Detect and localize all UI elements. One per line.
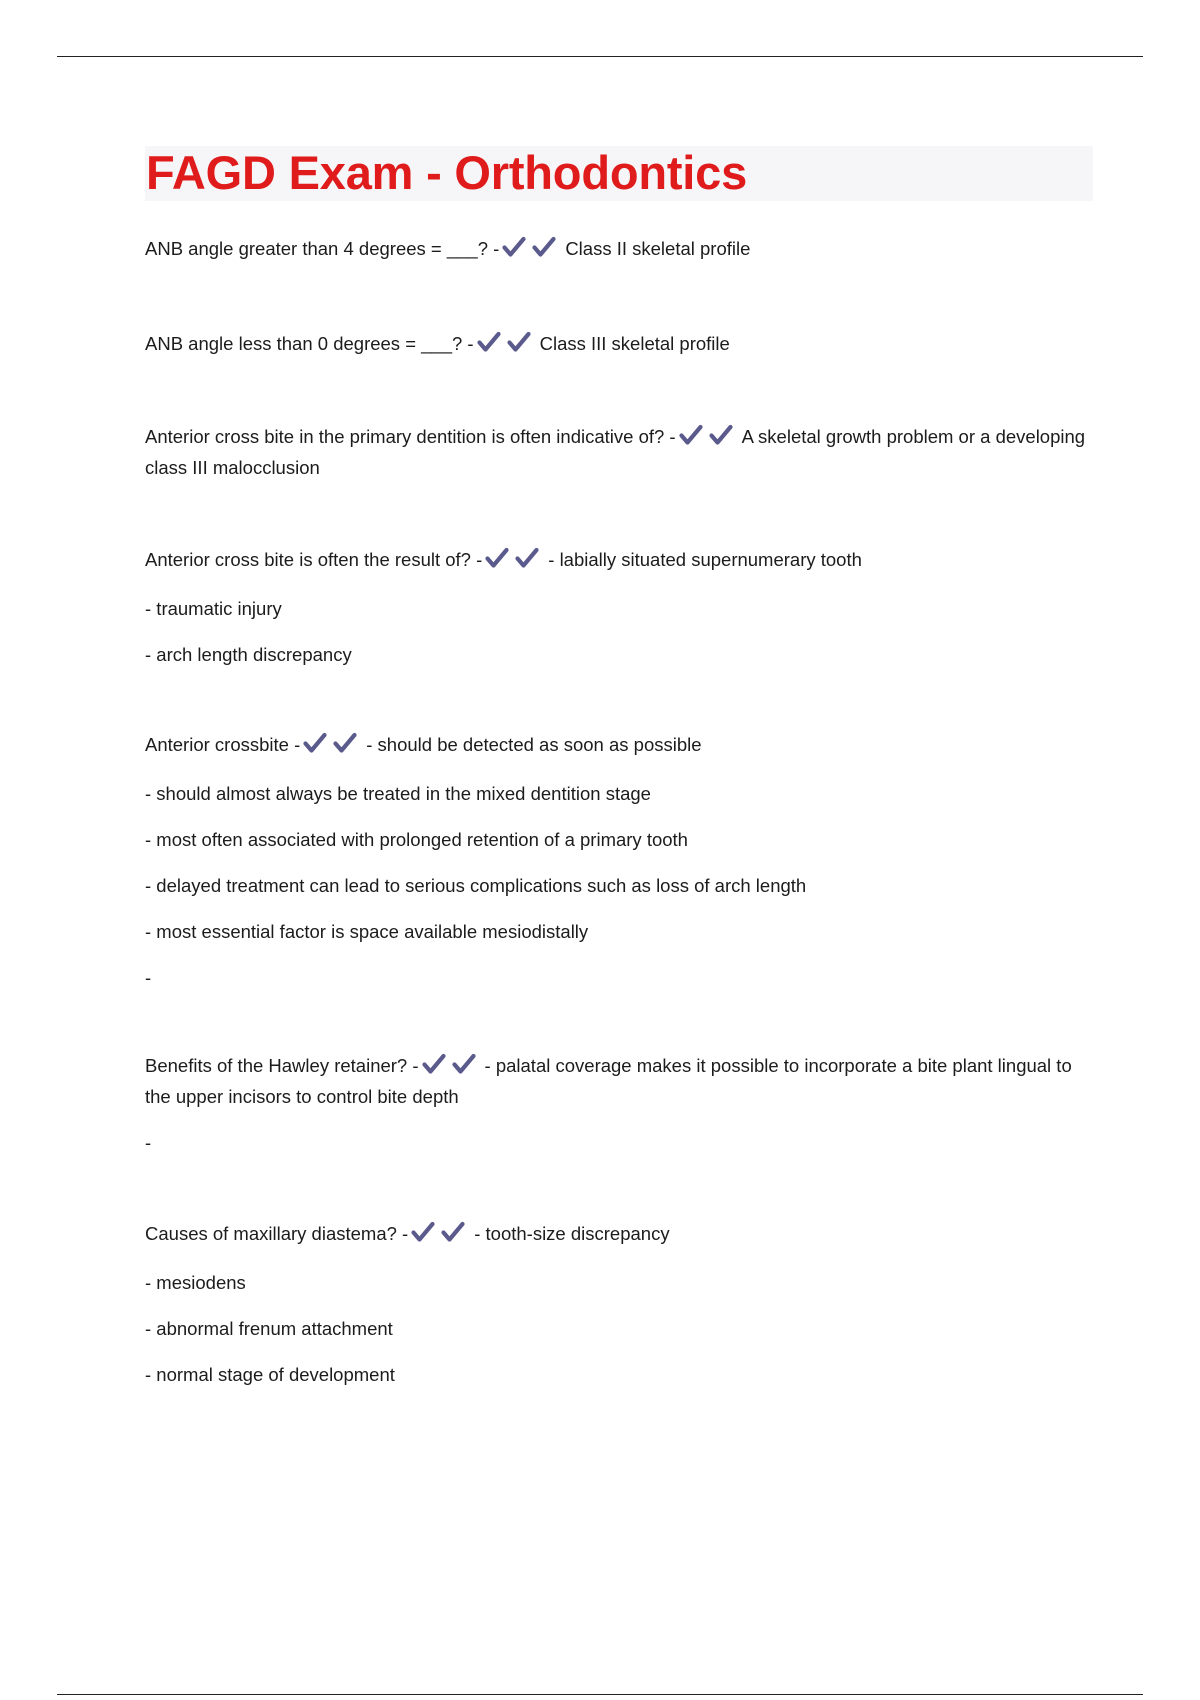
qa-item bbox=[145, 1220, 1095, 1389]
check-mark-icon bbox=[709, 424, 733, 446]
answer-checks bbox=[303, 732, 363, 762]
question-text: Causes of maxillary diastema? - bbox=[145, 1223, 409, 1244]
answer-line: - arch length discrepancy bbox=[145, 644, 352, 665]
qa-item bbox=[145, 1052, 1095, 1157]
answer-line: - traumatic injury bbox=[145, 598, 282, 619]
answer-text: Class II skeletal profile bbox=[565, 238, 751, 259]
answer-checks bbox=[485, 547, 545, 577]
check-mark-icon bbox=[485, 547, 509, 569]
question-text: Anterior cross bite in the primary dentition is often indicative of? - bbox=[145, 426, 676, 447]
check-mark-icon bbox=[679, 424, 703, 446]
answer-text: Class III skeletal profile bbox=[539, 333, 730, 354]
question-text: Benefits of the Hawley retainer? - bbox=[145, 1055, 419, 1076]
question-text: Anterior cross bite is often the result of? - bbox=[145, 549, 483, 570]
page-title: FAGD Exam - Orthodontics bbox=[146, 146, 748, 199]
check-mark-icon bbox=[502, 236, 526, 258]
qa-item bbox=[145, 423, 1095, 482]
check-mark-icon bbox=[441, 1221, 465, 1243]
answer-line: - most often associated with prolonged retention of a primary tooth bbox=[145, 829, 688, 850]
check-mark-icon bbox=[333, 732, 357, 754]
answer-line: - most essential factor is space available mesiodistally bbox=[145, 921, 589, 942]
answer-checks bbox=[422, 1053, 482, 1083]
answer-text: - tooth-size discrepancy bbox=[474, 1223, 670, 1244]
check-mark-icon bbox=[422, 1053, 446, 1075]
answer-line: - delayed treatment can lead to serious complications such as loss of arch length bbox=[145, 875, 807, 896]
answer-line: - bbox=[145, 1132, 152, 1153]
question-text: ANB angle less than 0 degrees = ___? - bbox=[145, 333, 474, 354]
qa-item bbox=[145, 330, 1095, 361]
check-mark-icon bbox=[532, 236, 556, 258]
bottom-rule bbox=[57, 1694, 1143, 1695]
question-text: Anterior crossbite - bbox=[145, 734, 301, 755]
answer-text: A skeletal growth problem or a developing class III malocclusion bbox=[145, 426, 1086, 478]
answer-checks bbox=[679, 424, 739, 454]
answer-text: - labially situated supernumerary tooth bbox=[548, 549, 862, 570]
question-line bbox=[145, 546, 1095, 577]
answer-checks bbox=[477, 331, 537, 361]
answer-line: - abnormal frenum attachment bbox=[145, 1318, 393, 1339]
check-mark-icon bbox=[303, 732, 327, 754]
check-mark-icon bbox=[507, 331, 531, 353]
question-line bbox=[145, 1220, 1095, 1251]
answer-text: - should be detected as soon as possible bbox=[366, 734, 702, 755]
check-mark-icon bbox=[452, 1053, 476, 1075]
answer-line: - mesiodens bbox=[145, 1272, 246, 1293]
question-text: ANB angle greater than 4 degrees = ___? - bbox=[145, 238, 500, 259]
question-line bbox=[145, 235, 1095, 266]
question-line bbox=[145, 1052, 1095, 1111]
answer-checks bbox=[502, 236, 562, 266]
question-line bbox=[145, 423, 1095, 482]
answer-line: - should almost always be treated in the mixed dentition stage bbox=[145, 783, 651, 804]
answer-line: - normal stage of development bbox=[145, 1364, 395, 1385]
top-rule bbox=[57, 56, 1143, 57]
answer-checks bbox=[411, 1221, 471, 1251]
qa-item bbox=[145, 235, 1095, 266]
check-mark-icon bbox=[515, 547, 539, 569]
question-line bbox=[145, 330, 1095, 361]
answer-line: - bbox=[145, 967, 152, 988]
qa-item bbox=[145, 731, 1095, 992]
check-mark-icon bbox=[411, 1221, 435, 1243]
answer-text: - palatal coverage makes it possible to incorporate a bite plant lingual to the upper incisors to control bite depth bbox=[145, 1055, 1072, 1107]
qa-item bbox=[145, 546, 1095, 669]
check-mark-icon bbox=[477, 331, 501, 353]
question-line bbox=[145, 731, 1095, 762]
